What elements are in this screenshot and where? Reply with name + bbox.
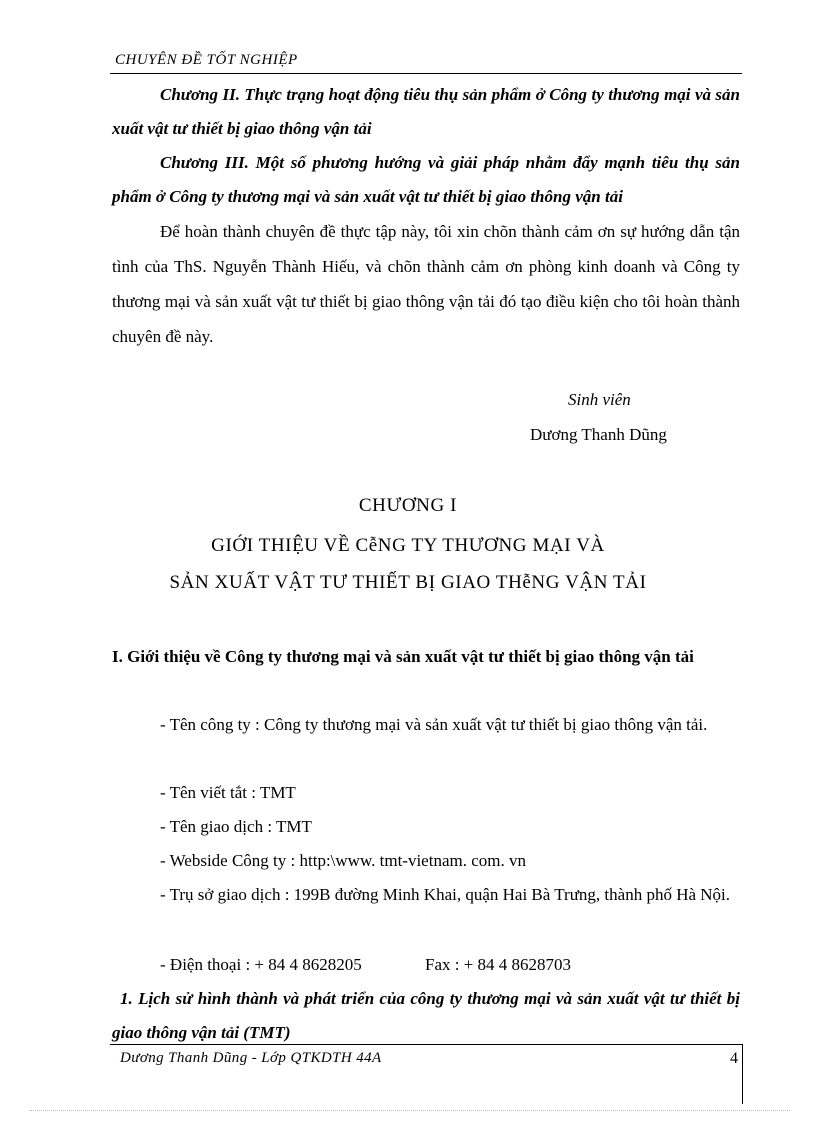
page-number: 4 bbox=[730, 1050, 738, 1067]
chapter-number: CHƯƠNG I bbox=[358, 495, 458, 516]
company-name-line: - Tên công ty : Công ty thương mại và sản xuất vật tư thiết bị giao thông vận tải. bbox=[160, 715, 708, 734]
page-footer: Dương Thanh Dũng - Lớp QTKDTH 44A bbox=[120, 1050, 382, 1066]
chapter-3-outline: Chương III. Một số phương hướng và giải pháp nhằm đẩy mạnh tiêu thụ sản phẩm ở Công ty thương mại và sản xuất vật tư thiết bị giao thông vận tải bbox=[112, 153, 740, 206]
footer-rule bbox=[110, 1044, 742, 1045]
abbreviation-line: - Tên viết tắt : TMT bbox=[160, 783, 296, 802]
chapter-title-line1: GIỚI THIỆU VỀ CễNG TY THƯƠNG MẠI VÀ bbox=[211, 535, 605, 556]
page-header: CHUYÊN ĐỀ TỐT NGHIỆP bbox=[115, 52, 298, 68]
trade-name-line: - Tên giao dịch : TMT bbox=[160, 817, 312, 836]
signature-role: Sinh viên bbox=[568, 390, 631, 409]
address-line: - Trụ sở giao dịch : 199B đường Minh Khai, quận Hai Bà Trưng, thành phố Hà Nội. bbox=[160, 885, 731, 904]
acknowledgement-paragraph: Để hoàn thành chuyên đề thực tập này, tôi xin chõn thành cảm ơn sự hướng dẫn tận tình của ThS. Nguyễn Thành Hiếu, và chõn thành cảm ơn phòng kinh doanh và Công ty thương mại và sản xuất vật tư thiết bị giao thông vận tải đó tạo điều kiện cho tôi hoàn thành chuyên đề này. bbox=[112, 222, 740, 346]
signature-name: Dương Thanh Dũng bbox=[530, 425, 667, 444]
fax-line: Fax : + 84 4 8628703 bbox=[425, 955, 572, 974]
header-rule bbox=[110, 73, 742, 74]
page-bottom-dotted-line bbox=[30, 1110, 790, 1111]
subsection-heading: 1. Lịch sử hình thành và phát triển của công ty thương mại và sản xuất vật tư thiết bị giao thông vận tải (TMT) bbox=[112, 989, 740, 1042]
phone-line: - Điện thoại : + 84 4 8628205 bbox=[160, 955, 362, 974]
section-heading: I. Giới thiệu về Công ty thương mại và sản xuất vật tư thiết bị giao thông vận tải bbox=[112, 647, 694, 666]
website-line: - Webside Công ty : http:\www. tmt-vietnam. com. vn bbox=[160, 851, 526, 870]
chapter-title-line2: SẢN XUẤT VẬT TƯ THIẾT BỊ GIAO THễNG VẬN TẢI bbox=[169, 572, 647, 593]
footer-side-rule bbox=[742, 1044, 743, 1104]
chapter-2-outline: Chương II. Thực trạng hoạt động tiêu thụ sản phẩm ở Công ty thương mại và sản xuất vật tư thiết bị giao thông vận tải bbox=[112, 85, 740, 138]
